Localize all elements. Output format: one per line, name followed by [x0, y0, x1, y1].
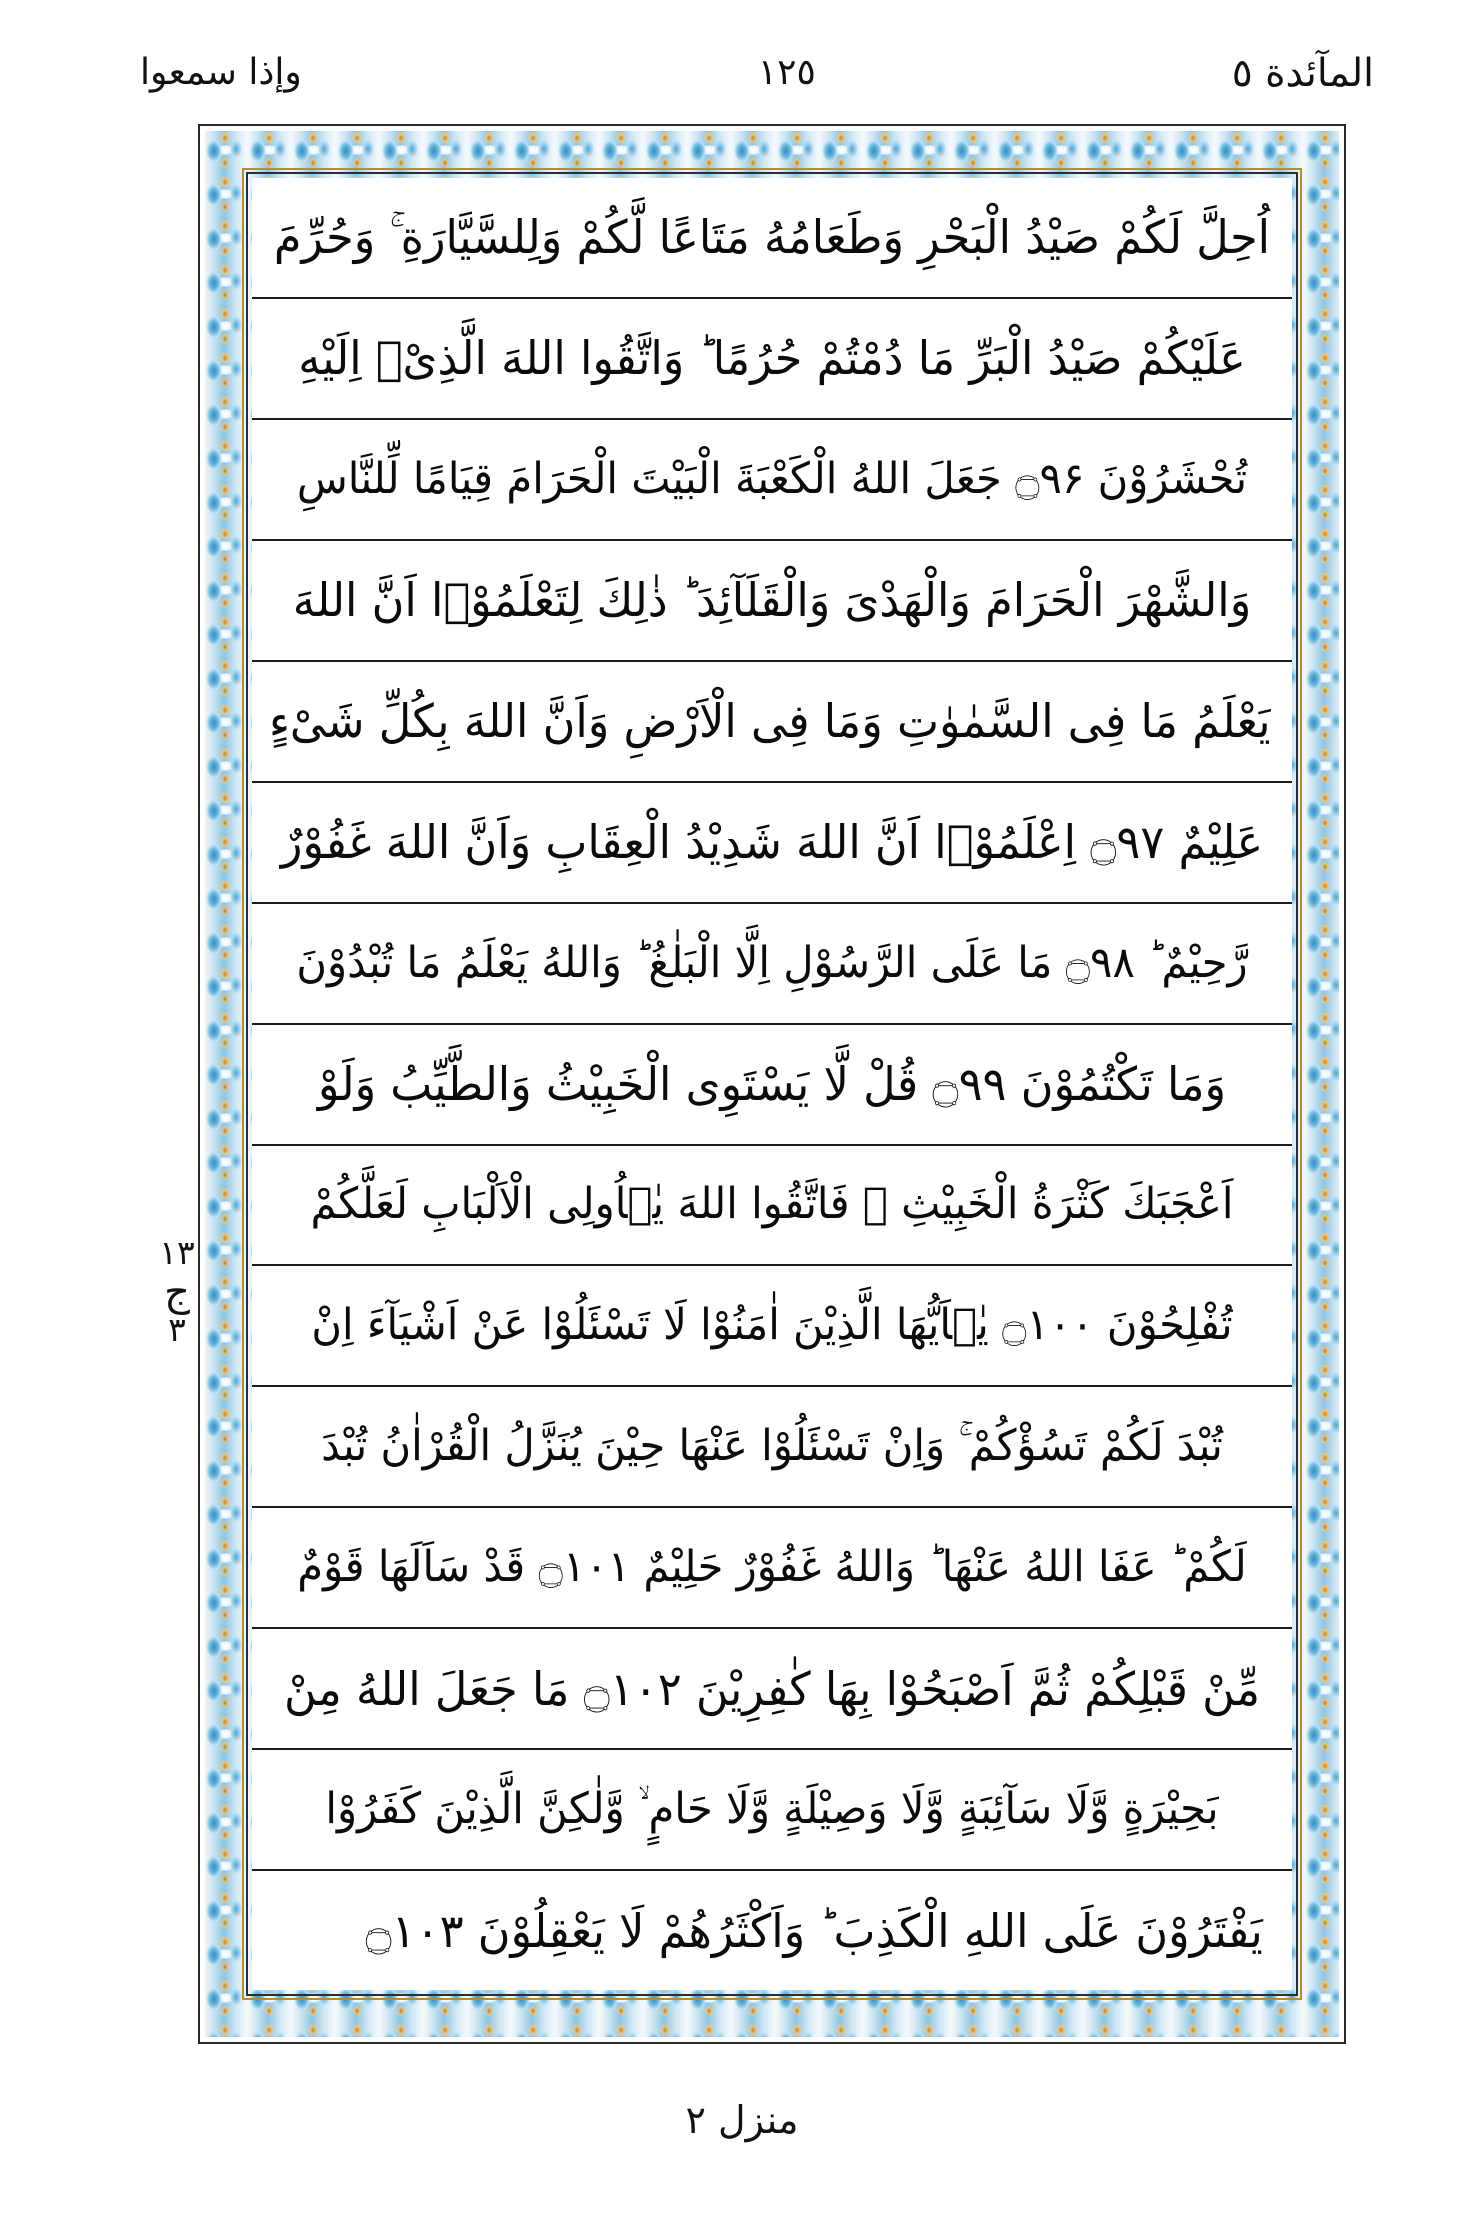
quran-line [252, 904, 1292, 1025]
page-number-label: ١٢٥ [757, 52, 816, 93]
quran-line-text: يَفْتَرُوْنَ عَلَى اللهِ الْكَذِبَ ؕ وَاَكْثَرُهُمْ لَا يَعْقِلُوْنَ ۝۱۰۳ [365, 1903, 1263, 1958]
quran-line [252, 1750, 1292, 1871]
quran-line-text: اُحِلَّ لَكُمْ صَيْدُ الْبَحْرِ وَطَعَامُهُ مَتَاعًا لَّكُمْ وَلِلسَّيَّارَةِ ۚ وَحُرِّمَ [273, 210, 1271, 265]
quran-line-text: عَلَيْكُمْ صَيْدُ الْبَرِّ مَا دُمْتُمْ حُرُمًا ؕ وَاتَّقُوا اللهَ الَّذِىْۤ اِلَيْهِ [298, 331, 1246, 386]
quran-line-text: لَكُمْ ؕ عَفَا اللهُ عَنْهَا ؕ وَاللهُ غَفُوْرٌ حَلِيْمٌ ۝۱۰۱ قَدْ سَاَلَهَا قَوْمٌ [297, 1542, 1247, 1593]
page-header [140, 52, 1374, 122]
manzil-label: منزل ٢ [685, 2098, 799, 2142]
quran-line [252, 1025, 1292, 1146]
quran-line-text: بَحِيْرَةٍ وَّلَا سَآئِبَةٍ وَّلَا وَصِيْلَةٍ وَّلَا حَامٍ ۙ وَّلٰكِنَّ الَّذِيْنَ كَفَرُوْا [325, 1784, 1219, 1835]
quran-line [252, 662, 1292, 783]
quran-line-text: مِّنْ قَبْلِكُمْ ثُمَّ اَصْبَحُوْا بِهَا كٰفِرِيْنَ ۝۱۰۲ مَا جَعَلَ اللهُ مِنْ [283, 1661, 1261, 1716]
quran-line [252, 420, 1292, 541]
juz-margin-marker [150, 1235, 204, 1349]
quran-line [252, 299, 1292, 420]
quran-line [252, 783, 1292, 904]
quran-line-text: اَعْجَبَكَ كَثْرَةُ الْخَبِيْثِ ۚ فَاتَّقُوا اللهَ يٰۤاُولِى الْاَلْبَابِ لَعَلَّكُمْ [310, 1179, 1234, 1230]
quran-line [252, 1146, 1292, 1267]
quran-line-text: وَمَا تَكْتُمُوْنَ ۝۹۹ قُلْ لَّا يَسْتَوِى الْخَبِيْثُ وَالطَّيِّبُ وَلَوْ [317, 1057, 1227, 1112]
quran-line [252, 178, 1292, 299]
ruku-title-label: وإذا سمعوا [140, 52, 302, 93]
quran-line [252, 1629, 1292, 1750]
quran-line-text: يَعْلَمُ مَا فِى السَّمٰوٰتِ وَمَا فِى الْاَرْضِ وَاَنَّ اللهَ بِكُلِّ شَىْءٍ [268, 694, 1271, 749]
quran-line [252, 1387, 1292, 1508]
page-footer [0, 2098, 1484, 2142]
surah-title-label: المآئدة ٥ [1231, 51, 1374, 96]
juz-letter-label: ج [164, 1268, 190, 1315]
quran-line-text: تُحْشَرُوْنَ ۝۹۶ جَعَلَ اللهُ الْكَعْبَةَ الْبَيْتَ الْحَرَامَ قِيَامًا لِّلنَّاسِ [296, 453, 1248, 504]
quran-line-text: رَّحِيْمٌ ؕ ۝۹۸ مَا عَلَى الرَّسُوْلِ اِلَّا الْبَلٰغُ ؕ وَاللهُ يَعْلَمُ مَا تُبْدُوْنَ [296, 937, 1248, 988]
juz-number: ٣ [168, 1309, 186, 1349]
quran-line [252, 1266, 1292, 1387]
quran-line-text: تُبْدَ لَكُمْ تَسُؤْكُمْ ۚ وَاِنْ تَسْئَلُوْا عَنْهَا حِيْنَ يُنَزَّلُ الْقُرْاٰنُ تُبْدَ [321, 1421, 1223, 1472]
quran-line-text: تُفْلِحُوْنَ ۝۱۰۰ يٰۤاَيُّهَا الَّذِيْنَ اٰمَنُوْا لَا تَسْئَلُوْا عَنْ اَشْيَآءَ اِنْ [311, 1300, 1233, 1351]
juz-part-number: ١٣ [159, 1233, 195, 1272]
quran-line [252, 1871, 1292, 1990]
quran-line [252, 1508, 1292, 1629]
quran-line [252, 541, 1292, 662]
quran-line-text: عَلِيْمٌ ۝۹۷ اِعْلَمُوْۤا اَنَّ اللهَ شَدِيْدُ الْعِقَابِ وَاَنَّ اللهَ غَفُوْرٌ [280, 815, 1264, 870]
quran-text-panel [252, 178, 1292, 1990]
quran-page-frame [198, 124, 1346, 2044]
quran-line-text: وَالشَّهْرَ الْحَرَامَ وَالْهَدْىَ وَالْقَلَآئِدَ ؕ ذٰلِكَ لِتَعْلَمُوْۤا اَنَّ اللهَ [292, 573, 1252, 628]
